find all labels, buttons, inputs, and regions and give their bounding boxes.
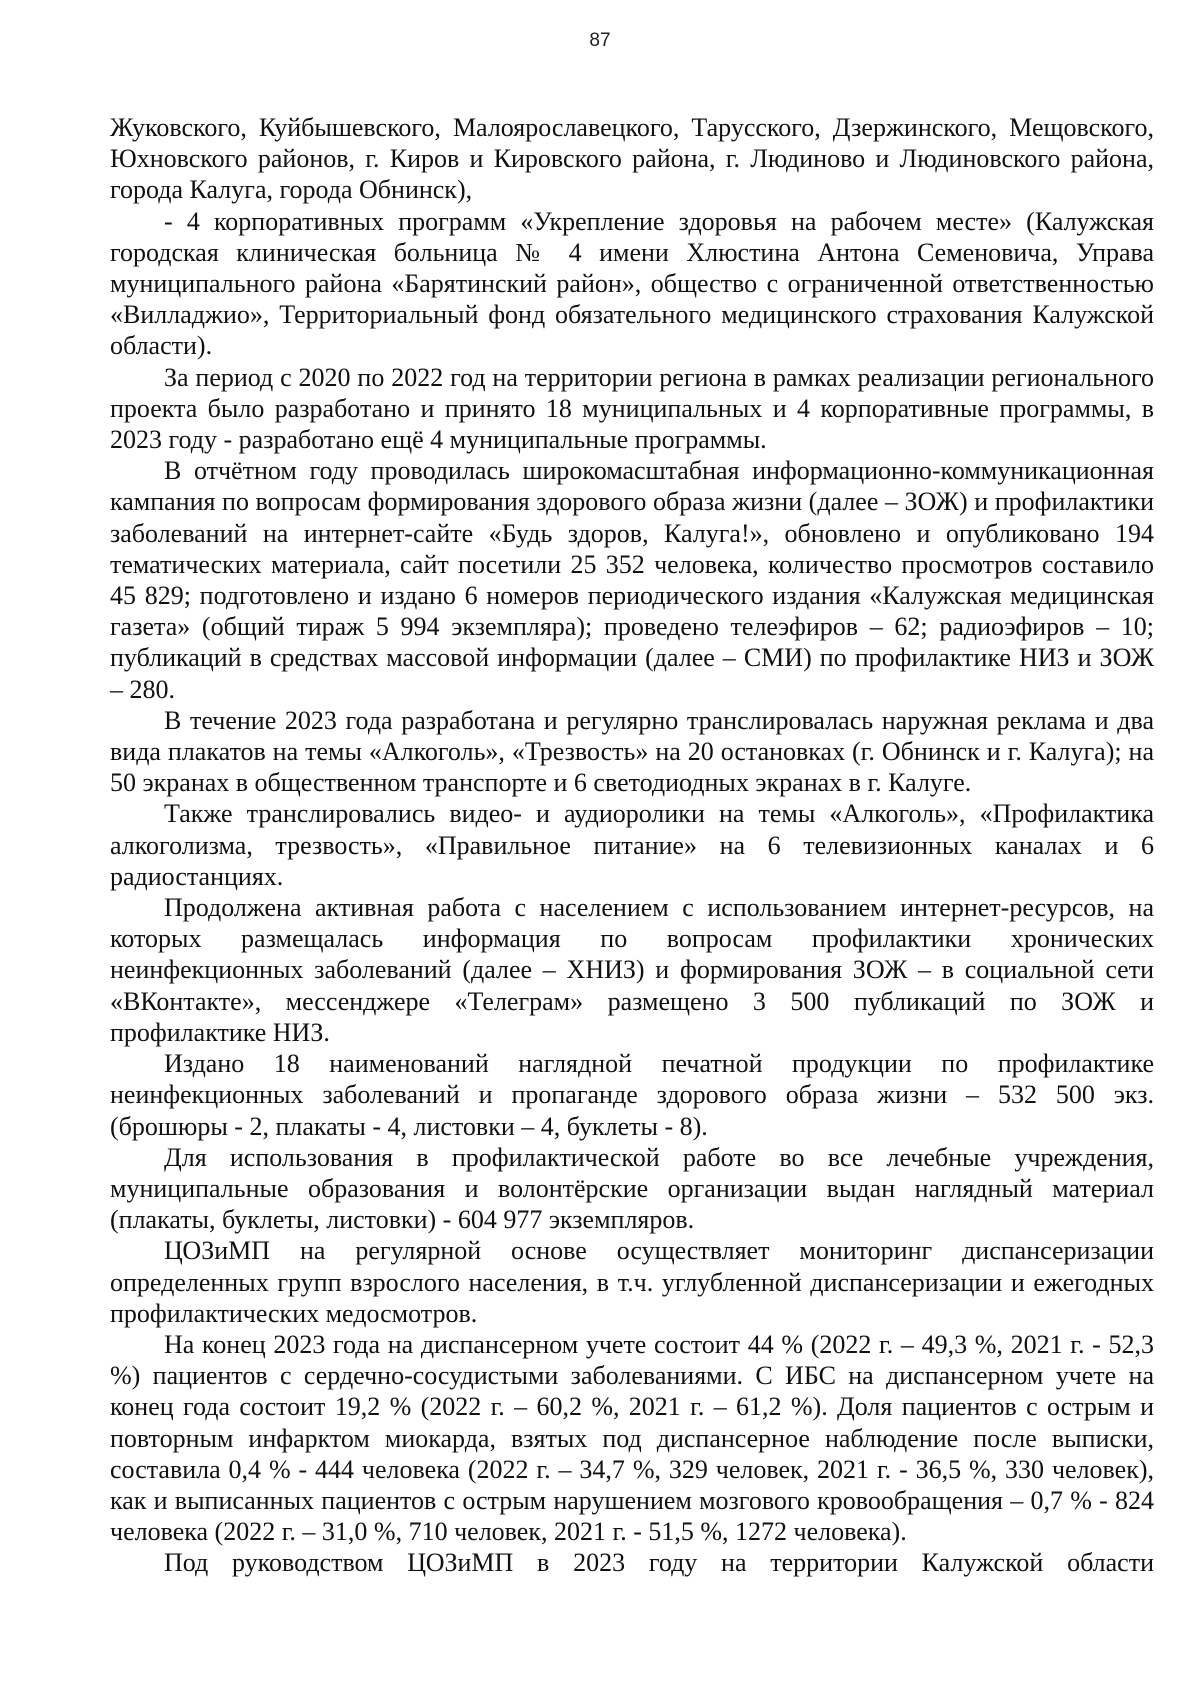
paragraph: ЦОЗиМП на регулярной основе осуществляет мониторинг диспансеризации определенных групп взрослого населения, в т.ч. углубленной диспансеризации и ежегодных профилактических медосмотров. bbox=[110, 1236, 1154, 1328]
paragraph: Издано 18 наименований наглядной печатной продукции по профилактике неинфекционных заболеваний и пропаганде здорового образа жизни – 532 500 экз. (брошюры - 2, плакаты - 4, листовки – 4, буклеты - 8). bbox=[110, 1049, 1154, 1141]
paragraph: На конец 2023 года на диспансерном учете состоит 44 % (2022 г. – 49,3 %, 2021 г. - 52,3 %) пациентов с сердечно-сосудистыми заболеваниями. С ИБС на диспансерном учете на конец года состоит 19,2 % (2022 г. – 60,2 %, 2021 г. – 61,2 %). Доля пациентов с острым и повторным инфарктом миокарда, взятых под диспансерное наблюдение после выписки, составила 0,4 % - 444 человека (2022 г. – 34,7 %, 329 человек, 2021 г. - 36,5 %, 330 человек), как и выписанных пациентов с острым нарушением мозгового кровообращения – 0,7 % - 824 человека (2022 г. – 31,0 %, 710 человек, 2021 г. - 51,5 %, 1272 человека). bbox=[110, 1329, 1154, 1547]
paragraph: Жуковского, Куйбышевского, Малоярославецкого, Тарусского, Дзержинского, Мещовского, Юхновского районов, г. Киров и Кировского района, г. Людиново и Людиновского района, города Калуга, города Обнинск), bbox=[110, 113, 1154, 205]
paragraph: За период с 2020 по 2022 год на территории региона в рамках реализации регионального проекта было разработано и принято 18 муниципальных и 4 корпоративные программы, в 2023 году - разработано ещё 4 муниципальные программы. bbox=[110, 362, 1154, 455]
page-number: 87 bbox=[589, 30, 611, 51]
paragraph: Для использования в профилактической работе во все лечебные учреждения, муниципальные образования и волонтёрские организации выдан наглядный материал (плакаты, буклеты, листовки) - 604 977 экземпляров. bbox=[110, 1142, 1154, 1235]
paragraph: Продолжена активная работа с населением с использованием интернет-ресурсов, на которых размещалась информация по вопросам профилактики хронических неинфекционных заболеваний (далее – ХНИЗ) и формирования ЗОЖ – в социальной сети «ВКонтакте», мессенджере «Телеграм» размещено 3 500 публикаций по ЗОЖ и профилактике НИЗ. bbox=[110, 893, 1154, 1047]
paragraph: В отчётном году проводилась широкомасштабная информационно-коммуникационная кампания по вопросам формирования здорового образа жизни (далее – ЗОЖ) и профилактики заболеваний на интернет-сайте «Будь здоров, Калуга!», обновлено и опубликовано 194 тематических материала, сайт посетили 25 352 человека, количество просмотров составило 45 829; подготовлено и издано 6 номеров периодического издания «Калужская медицинская газета» (общий тираж 5 994 экземпляра); проведено телеэфиров – 62; радиоэфиров – 10; публикаций в средствах массовой информации (далее – СМИ) по профилактике НИЗ и ЗОЖ – 280. bbox=[110, 456, 1154, 704]
paragraph-continued: Под руководством ЦОЗиМП в 2023 году на территории Калужской области bbox=[164, 1548, 1154, 1578]
paragraph: - 4 корпоративных программ «Укрепление здоровья на рабочем месте» (Калужская городская клиническая больница № 4 имени Хлюстина Антона Семеновича, Управа муниципального района «Барятинский район», общество с ограниченной ответственностью «Вилладжио», Территориальный фонд обязательного медицинского страхования Калужской области). bbox=[110, 206, 1154, 361]
paragraph: Также транслировались видео- и аудиоролики на темы «Алкоголь», «Профилактика алкоголизма, трезвость», «Правильное питание» на 6 телевизионных каналах и 6 радиостанциях. bbox=[110, 799, 1154, 891]
document-body bbox=[110, 112, 1154, 1579]
paragraph: В течение 2023 года разработана и регулярно транслировалась наружная реклама и два вида плакатов на темы «Алкоголь», «Трезвость» на 20 остановках (г. Обнинск и г. Калуга); на 50 экранах в общественном транспорте и 6 светодиодных экранах в г. Калуге. bbox=[110, 705, 1154, 798]
